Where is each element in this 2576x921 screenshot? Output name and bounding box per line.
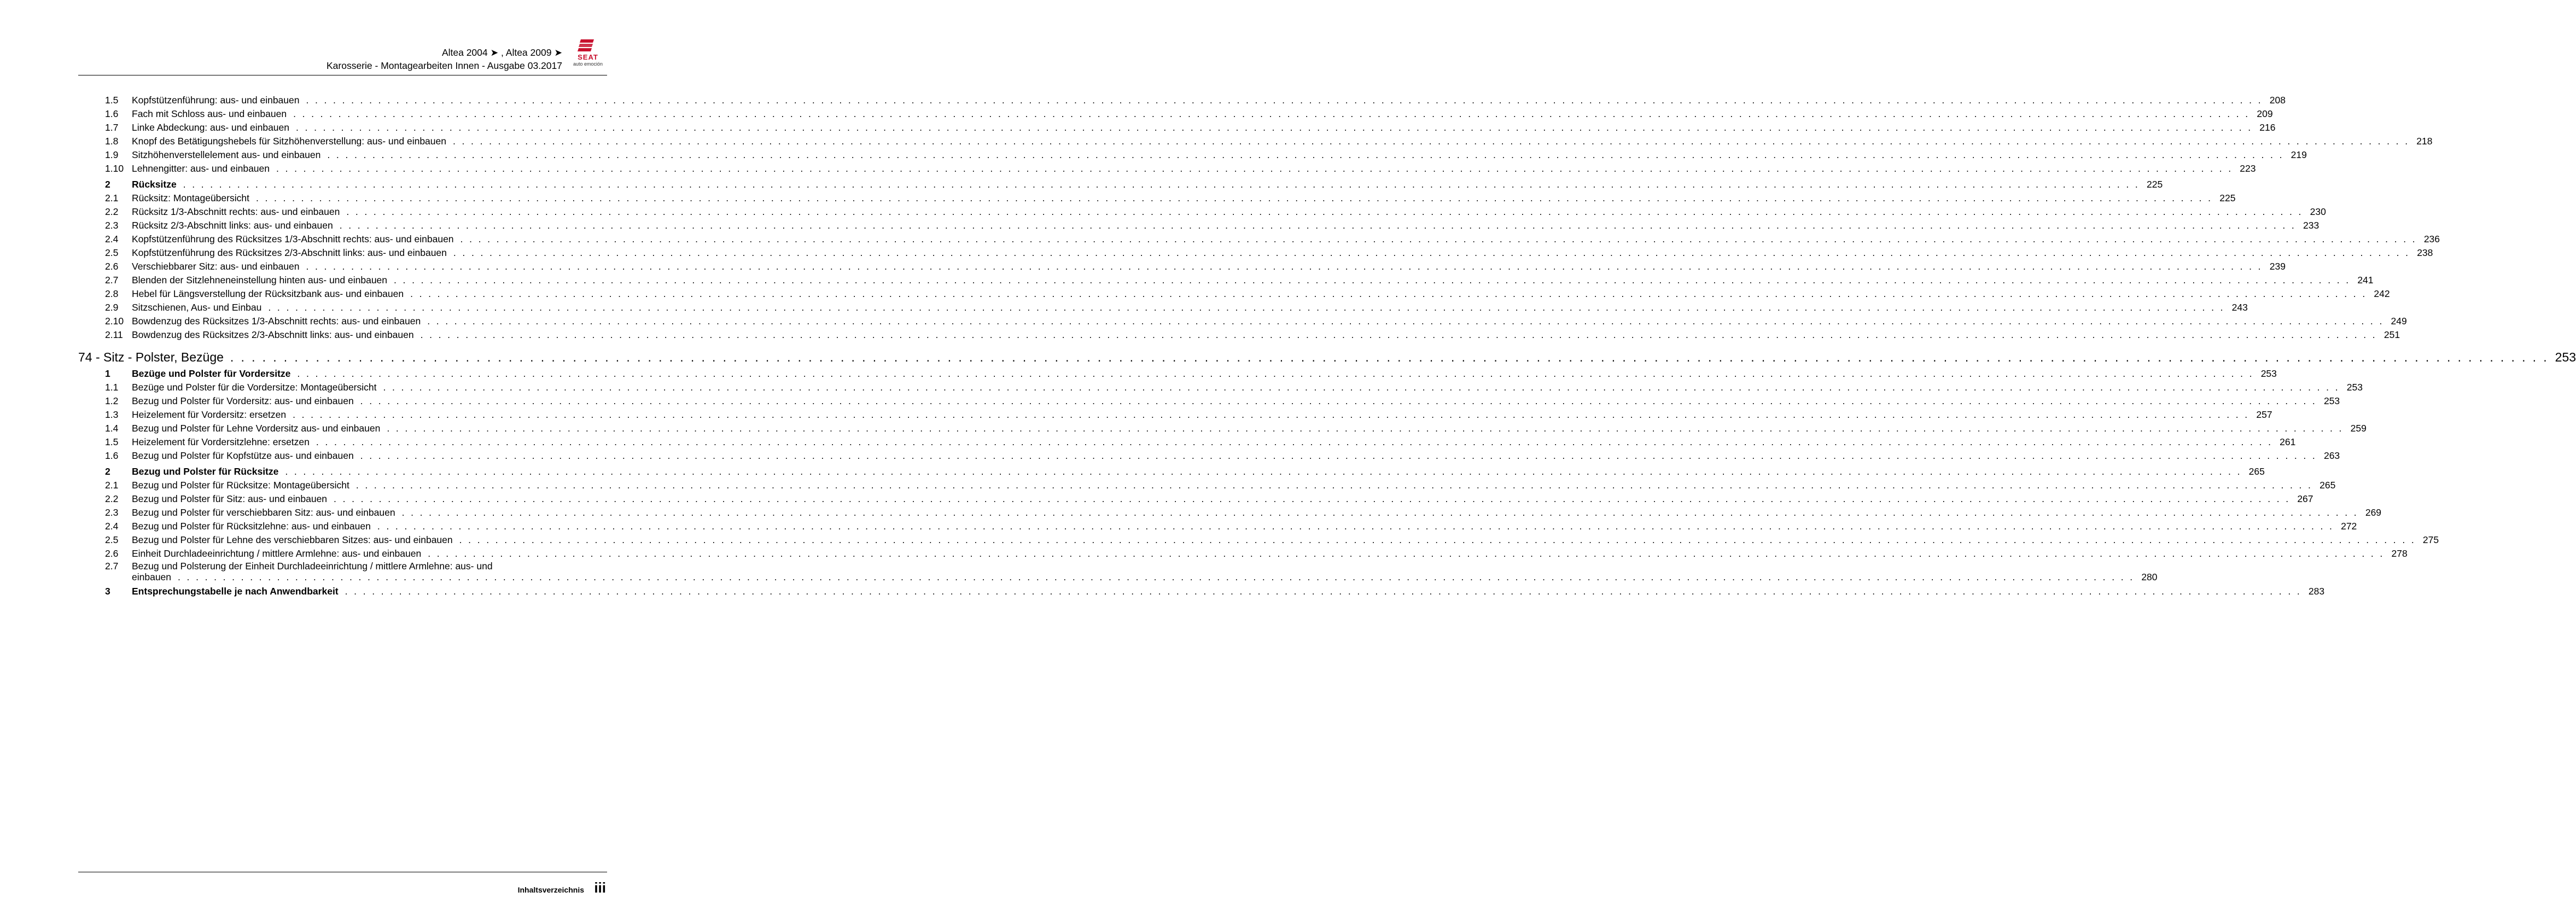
toc-number: 2.6 [105, 261, 119, 272]
toc-row[interactable] [78, 219, 2319, 232]
toc-leader-dots [459, 533, 2416, 547]
toc-page-number: 233 [2303, 220, 2319, 231]
toc-page-number: 251 [2383, 329, 2400, 340]
toc-row[interactable] [78, 191, 2236, 205]
toc-title: Kopfstützenführung: aus- und einbauen [132, 95, 300, 106]
toc-number: 2.2 [105, 206, 119, 217]
toc-row[interactable] [78, 408, 2272, 422]
toc-number: 2.9 [105, 302, 119, 313]
toc-leader-dots [377, 520, 2334, 533]
toc-page-number: 261 [2280, 436, 2296, 447]
toc-leader-dots [268, 301, 2224, 314]
toc-row[interactable] [78, 506, 2382, 520]
footer-page-number: iii [594, 879, 606, 896]
page-header [78, 46, 607, 75]
toc-page-number: 263 [2323, 450, 2340, 461]
toc-leader-dots [327, 148, 2283, 162]
seat-logo-icon [569, 38, 607, 71]
toc-wrap-body [132, 561, 2158, 582]
toc-number: 2.2 [105, 493, 119, 504]
toc-title: Rücksitz 1/3-Abschnitt rechts: aus- und einbauen [132, 206, 340, 217]
toc-number: 2.5 [105, 534, 119, 545]
toc-number: 1.4 [105, 423, 119, 434]
toc-page-number: 275 [2422, 534, 2439, 545]
toc-page-number: 265 [2248, 466, 2265, 477]
toc-number: 1.9 [105, 149, 119, 160]
toc-title: Bezug und Polster für Kopfstütze aus- und einbauen [132, 450, 354, 461]
toc-leader-dots [316, 435, 2272, 449]
toc-leader-dots [276, 162, 2233, 176]
toc-number: 2.1 [105, 193, 119, 203]
toc-section-ruecksitze-bezuege[interactable] [78, 465, 2265, 479]
toc-number: 1.6 [105, 108, 119, 119]
header-title-line: Karosserie - Montagearbeiten Innen - Ausgabe 03.2017 [327, 60, 562, 71]
toc-row[interactable] [78, 520, 2357, 533]
toc-title: Kopfstützenführung des Rücksitzes 1/3-Abschnitt rechts: aus- und einbauen [132, 234, 454, 244]
toc-title: Bezug und Polster für verschiebbaren Sitz: aus- und einbauen [132, 507, 395, 518]
toc-leader-dots [345, 585, 2301, 598]
toc-group-c [78, 381, 2367, 463]
toc-title-line1: Bezug und Polsterung der Einheit Durchladeeinrichtung / mittlere Armlehne: aus- und [132, 561, 493, 572]
toc-row[interactable] [78, 394, 2340, 408]
toc-row[interactable] [78, 314, 2407, 328]
toc-page-number: 243 [2231, 302, 2248, 313]
toc-page-number: 267 [2297, 493, 2313, 504]
toc-leader-dots [387, 422, 2343, 435]
toc-leader-dots [356, 479, 2312, 492]
toc-leader-dots [360, 449, 2317, 463]
toc-section-ruecksitze[interactable] [78, 178, 2163, 191]
toc-page-number: 239 [2269, 261, 2286, 272]
toc-number: 1.3 [105, 409, 119, 420]
toc-section-entsprechungstabelle[interactable] [78, 585, 2325, 598]
toc-group-a [78, 94, 2433, 176]
toc-number: 2.6 [105, 548, 119, 559]
toc-section-vordersitze[interactable] [78, 367, 2277, 381]
toc-page-number: 265 [2319, 480, 2336, 491]
toc-leader-dots [427, 314, 2383, 328]
toc-number: 2.3 [105, 507, 119, 518]
toc-title: Bowdenzug des Rücksitzes 1/3-Abschnitt rechts: aus- und einbauen [132, 316, 421, 327]
toc-page-number: 218 [2416, 136, 2433, 147]
toc-leader-dots [285, 465, 2241, 479]
toc-title: Bezug und Polster für Lehne Vordersitz aus- und einbauen [132, 423, 381, 434]
toc-number: 2.10 [105, 316, 124, 327]
toc-title: Fach mit Schloss aus- und einbauen [132, 108, 287, 119]
toc-title: Hebel für Längsverstellung der Rücksitzbank aus- und einbauen [132, 288, 404, 299]
toc-page-number: 249 [2391, 316, 2407, 327]
toc-title: Sitzschienen, Aus- und Einbau [132, 302, 262, 313]
toc-leader-dots [334, 492, 2290, 506]
toc-row[interactable] [78, 246, 2433, 260]
toc-number: 2.5 [105, 247, 119, 258]
toc-title: Bezüge und Polster für die Vordersitze: Montageübersicht [132, 382, 377, 393]
toc-row[interactable] [78, 328, 2400, 342]
toc-title: Bezug und Polster für Lehne des verschiebbaren Sitzes: aus- und einbauen [132, 534, 453, 545]
toc-number: 2.7 [105, 275, 119, 285]
toc-leader-dots [178, 572, 2134, 582]
toc-number: 2.7 [105, 561, 119, 572]
toc-row[interactable] [78, 449, 2340, 463]
toc-title: Bezug und Polster für Vordersitz: aus- und einbauen [132, 395, 354, 406]
toc-leader-dots [230, 348, 2549, 366]
toc-title: Kopfstützenführung des Rücksitzes 2/3-Abschnitt links: aus- und einbauen [132, 247, 447, 258]
toc-leader-dots [293, 107, 2249, 121]
toc-row[interactable] [78, 107, 2273, 121]
toc-title: Bezug und Polster für Rücksitzlehne: aus- und einbauen [132, 521, 371, 532]
toc-number: 1.6 [105, 450, 119, 461]
toc-row-2-7[interactable] [78, 561, 2158, 582]
toc-leader-dots [293, 408, 2249, 422]
toc-title: Bezug und Polster für Rücksitze: Montageübersicht [132, 480, 349, 491]
toc-leader-dots [453, 135, 2409, 148]
toc-leader-dots [183, 178, 2140, 191]
toc-title: Heizelement für Vordersitz: ersetzen [132, 409, 287, 420]
toc-leader-dots [296, 121, 2252, 135]
toc-row[interactable] [78, 381, 2363, 394]
toc-title-line2: einbauen [132, 572, 172, 582]
logo-brand-text: SEAT [578, 53, 598, 61]
toc-title: Knopf des Betätigungshebels für Sitzhöhenverstellung: aus- und einbauen [132, 136, 446, 147]
toc-chapter-74[interactable] [78, 348, 2576, 366]
toc-leader-dots [383, 381, 2339, 394]
toc-row[interactable] [78, 273, 2374, 287]
toc-leader-dots [394, 273, 2350, 287]
toc-leader-dots [306, 260, 2262, 273]
toc-title: Lehnengitter: aus- und einbauen [132, 163, 270, 174]
toc-page-number: 259 [2350, 423, 2367, 434]
toc-page-number: 241 [2357, 275, 2374, 285]
toc-chapter-title: 74 - Sitz - Polster, Bezüge [78, 350, 224, 364]
toc-number: 1.5 [105, 95, 119, 106]
toc-row[interactable] [78, 94, 2286, 107]
toc-title: Rücksitz 2/3-Abschnitt links: aus- und einbauen [132, 220, 333, 231]
toc-group-b [78, 191, 2440, 342]
toc-number: 1.8 [105, 136, 119, 147]
toc-page-number: 216 [2259, 122, 2276, 133]
toc-page-number: 219 [2291, 149, 2307, 160]
toc-title: Rücksitz: Montageübersicht [132, 193, 249, 203]
toc-leader-dots [402, 506, 2358, 520]
toc-title: Linke Abdeckung: aus- und einbauen [132, 122, 290, 133]
toc-row[interactable] [78, 422, 2367, 435]
toc-number: 1.2 [105, 395, 119, 406]
toc-title-line2-row [132, 572, 2158, 582]
toc-row[interactable] [78, 533, 2439, 547]
page-footer [78, 872, 607, 902]
toc-page-number: 242 [2374, 288, 2390, 299]
toc-page-number: 280 [2141, 572, 2158, 582]
toc-row[interactable] [78, 205, 2326, 219]
toc-title: Bezug und Polster für Sitz: aus- und einbauen [132, 493, 328, 504]
toc-leader-dots [461, 232, 2417, 246]
toc-leader-dots [340, 219, 2296, 232]
toc-page-number: 223 [2240, 163, 2256, 174]
toc-number: 2.4 [105, 234, 119, 244]
toc-number: 2.4 [105, 521, 119, 532]
toc-title: Entsprechungstabelle je nach Anwendbarkeit [132, 586, 339, 597]
toc-group-d [78, 479, 2439, 561]
toc-row[interactable] [78, 121, 2276, 135]
toc-page-number: 236 [2423, 234, 2440, 244]
toc-row[interactable] [78, 135, 2433, 148]
toc-title: Einheit Durchladeeinrichtung / mittlere Armlehne: aus- und einbauen [132, 548, 422, 559]
toc-page-number: 272 [2341, 521, 2357, 532]
toc-page-number: 253 [2260, 368, 2277, 379]
toc-title: Rücksitze [132, 179, 177, 190]
toc-page-number: 238 [2417, 247, 2433, 258]
toc-number: 2.1 [105, 480, 119, 491]
toc-leader-dots [428, 547, 2384, 561]
toc-row[interactable] [78, 435, 2296, 449]
toc-number: 2.3 [105, 220, 119, 231]
toc-page-number: 253 [2346, 382, 2363, 393]
toc-number: 1.1 [105, 382, 119, 393]
logo-tagline-text: auto emoción [573, 61, 603, 67]
header-text [327, 46, 562, 72]
toc-row[interactable] [78, 232, 2440, 246]
toc-leader-dots [453, 246, 2410, 260]
toc-page-number: 230 [2310, 206, 2326, 217]
header-model-line: Altea 2004 ➤ , Altea 2009 ➤ [441, 47, 562, 58]
toc-page-number: 225 [2219, 193, 2236, 203]
toc-page-number: 253 [2323, 395, 2340, 406]
toc-row[interactable] [78, 492, 2313, 506]
toc-leader-dots [256, 191, 2212, 205]
toc-number: 3 [105, 586, 110, 597]
toc-number: 2 [105, 466, 110, 477]
toc-row[interactable] [78, 162, 2256, 176]
toc-title: Blenden der Sitzlehneneinstellung hinten aus- und einbauen [132, 275, 388, 285]
toc-leader-dots [410, 287, 2367, 301]
toc-page-number: 283 [2308, 586, 2325, 597]
toc-page-number: 269 [2365, 507, 2382, 518]
toc-row[interactable] [78, 260, 2286, 273]
toc-page-number: 225 [2146, 179, 2163, 190]
toc-title: Heizelement für Vordersitzlehne: ersetzen [132, 436, 310, 447]
toc-leader-dots [360, 394, 2317, 408]
footer-section-label: Inhaltsverzeichnis [517, 885, 584, 894]
toc-title: Bezug und Polster für Rücksitze [132, 466, 279, 477]
toc-number: 1.7 [105, 122, 119, 133]
toc-leader-dots [421, 328, 2377, 342]
toc-leader-dots [297, 367, 2253, 381]
toc-row[interactable] [78, 287, 2390, 301]
toc-number: 2 [105, 179, 110, 190]
toc-row[interactable] [78, 479, 2336, 492]
toc-number: 1 [105, 368, 110, 379]
toc-row[interactable] [78, 301, 2248, 314]
table-of-contents [78, 94, 2576, 598]
toc-page-number: 209 [2257, 108, 2273, 119]
toc-title: Verschiebbarer Sitz: aus- und einbauen [132, 261, 300, 272]
toc-title: Bezüge und Polster für Vordersitze [132, 368, 291, 379]
toc-page-number: 208 [2269, 95, 2286, 106]
toc-title: Bowdenzug des Rücksitzes 2/3-Abschnitt links: aus- und einbauen [132, 329, 414, 340]
toc-leader-dots [306, 94, 2262, 107]
toc-chapter-page: 253 [2555, 350, 2576, 364]
toc-number: 1.10 [105, 163, 124, 174]
toc-leader-dots [346, 205, 2303, 219]
toc-number: 2.11 [105, 329, 123, 340]
toc-page-number: 278 [2391, 548, 2408, 559]
toc-title: Sitzhöhenverstellelement aus- und einbauen [132, 149, 321, 160]
toc-page-number: 257 [2256, 409, 2272, 420]
toc-row[interactable] [78, 547, 2408, 561]
toc-row[interactable] [78, 148, 2307, 162]
toc-number: 1.5 [105, 436, 119, 447]
toc-number: 2.8 [105, 288, 119, 299]
